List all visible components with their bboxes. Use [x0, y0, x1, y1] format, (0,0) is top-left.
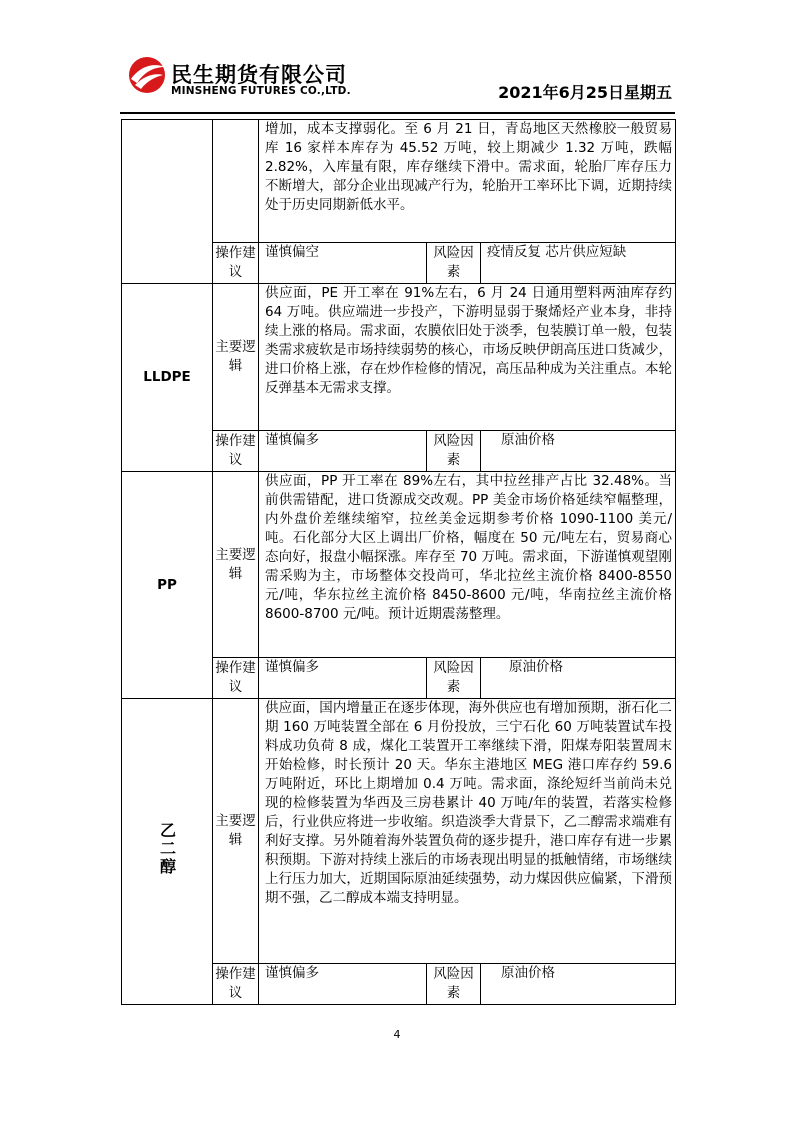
product-lldpe: LLDPE — [122, 284, 213, 472]
logic-text: 增加，成本支撑弱化。至 6 月 21 日，青岛地区天然橡胶一般贸易库 16 家样本库存为 45.52 万吨，较上期减少 1.32 万吨，跌幅 2.82%，入库量有限，库存继续下滑中。需求面，轮胎厂库存压力不断增大，部分企业出现减产行为，轮胎开工率环比下调，近期持续处于历史同期新低水平。 — [259, 120, 676, 243]
company-name-cn: 民生期货有限公司 — [171, 63, 347, 87]
op-value: 谨慎偏空 — [259, 243, 427, 284]
company-name-en: MINSHENG FUTURES CO.,LTD. — [171, 85, 351, 97]
table-row — [122, 284, 676, 431]
table-row — [122, 120, 676, 243]
risk-label: 风险因素 — [427, 658, 481, 699]
product-meg-label: 乙二醇 — [157, 821, 177, 876]
logic-text: 供应面，国内增量正在逐步体现，海外供应也有增加预期，浙石化二期 160 万吨装置全部在 6 月份投放，三宁石化 60 万吨装置试车投料成功负荷 8 成，煤化工装置开工率继续下滑，阳煤寿阳装置周末开始检修，时长预计 20 天。华东主港地区 MEG 港口库存约 59.6 万吨附近，环比上期增加 0.4 万吨。需求面，涤纶短纤当前尚未兑现的检修装置为华西及三房巷累计 40 万吨/年的装置，若落实检修后，行业供应将进一步收缩。织造淡季大背景下，乙二醇需求端难有利好支撑。另外随着海外装置负荷的逐步提升，港口库存有进一步累积预期。下游对持续上涨后的市场表现出明显的抵触情绪，市场继续上行压力加大，近期国际原油延续强势，动力煤因供应偏紧，下滑预期不强，乙二醇成本端支持明显。 — [259, 699, 676, 964]
logic-label: 主要逻辑 — [213, 472, 259, 658]
logic-text: 供应面，PE 开工率在 91%左右，6 月 24 日通用塑料两油库存约 64 万吨。供应端进一步投产，下游明显弱于聚烯烃产业本身，非持续上涨的格局。需求面，农膜依旧处于淡季，包装膜订单一般，包装类需求疲软是市场持续弱势的核心，市场反映伊朗高压进口货减少，进口价格上涨，存在炒作检修的情况，高压品种成为关注重点。本轮反弹基本无需求支撑。 — [259, 284, 676, 431]
risk-label: 风险因素 — [427, 964, 481, 1005]
op-value: 谨慎偏多 — [259, 658, 427, 699]
risk-value: 原油价格 — [481, 658, 676, 699]
commodity-analysis-table — [121, 119, 676, 1005]
op-label: 操作建议 — [213, 658, 259, 699]
logic-label — [213, 120, 259, 243]
op-label: 操作建议 — [213, 431, 259, 472]
product-meg — [122, 699, 213, 1005]
risk-value: 疫情反复 芯片供应短缺 — [481, 243, 676, 284]
page-number: 4 — [393, 1028, 401, 1041]
table-row — [122, 699, 676, 964]
op-value: 谨慎偏多 — [259, 964, 427, 1005]
logic-label: 主要逻辑 — [213, 284, 259, 431]
logic-text: 供应面，PP 开工率在 89%左右，其中拉丝排产占比 32.48%。当前供需错配，进口货源成交改观。PP 美金市场价格延续窄幅整理，内外盘价差继续缩窄，拉丝美金远期参考价格 1090-1100 美元/吨。石化部分大区上调出厂价格，幅度在 50 元/吨左右，贸易商心态向好，报盘小幅探涨。库存至 70 万吨。需求面，下游谨慎观望刚需采购为主，市场整体交投尚可，华北拉丝主流价格 8400-8550 元/吨，华东拉丝主流价格 8450-8600 元/吨，华南拉丝主流价格 8600-8700 元/吨。预计近期震荡整理。 — [259, 472, 676, 658]
risk-value: 原油价格 — [481, 431, 676, 472]
logic-label: 主要逻辑 — [213, 699, 259, 964]
op-label: 操作建议 — [213, 964, 259, 1005]
risk-label: 风险因素 — [427, 431, 481, 472]
minsheng-logo-icon — [127, 55, 167, 95]
report-date: 2021年6月25日星期五 — [498, 83, 672, 102]
company-logo — [127, 55, 367, 105]
risk-label: 风险因素 — [427, 243, 481, 284]
op-value: 谨慎偏多 — [259, 431, 427, 472]
header-divider — [120, 112, 675, 114]
product-cell — [122, 120, 213, 284]
risk-value: 原油价格 — [481, 964, 676, 1005]
table-row — [122, 472, 676, 658]
product-pp: PP — [122, 472, 213, 699]
op-label: 操作建议 — [213, 243, 259, 284]
